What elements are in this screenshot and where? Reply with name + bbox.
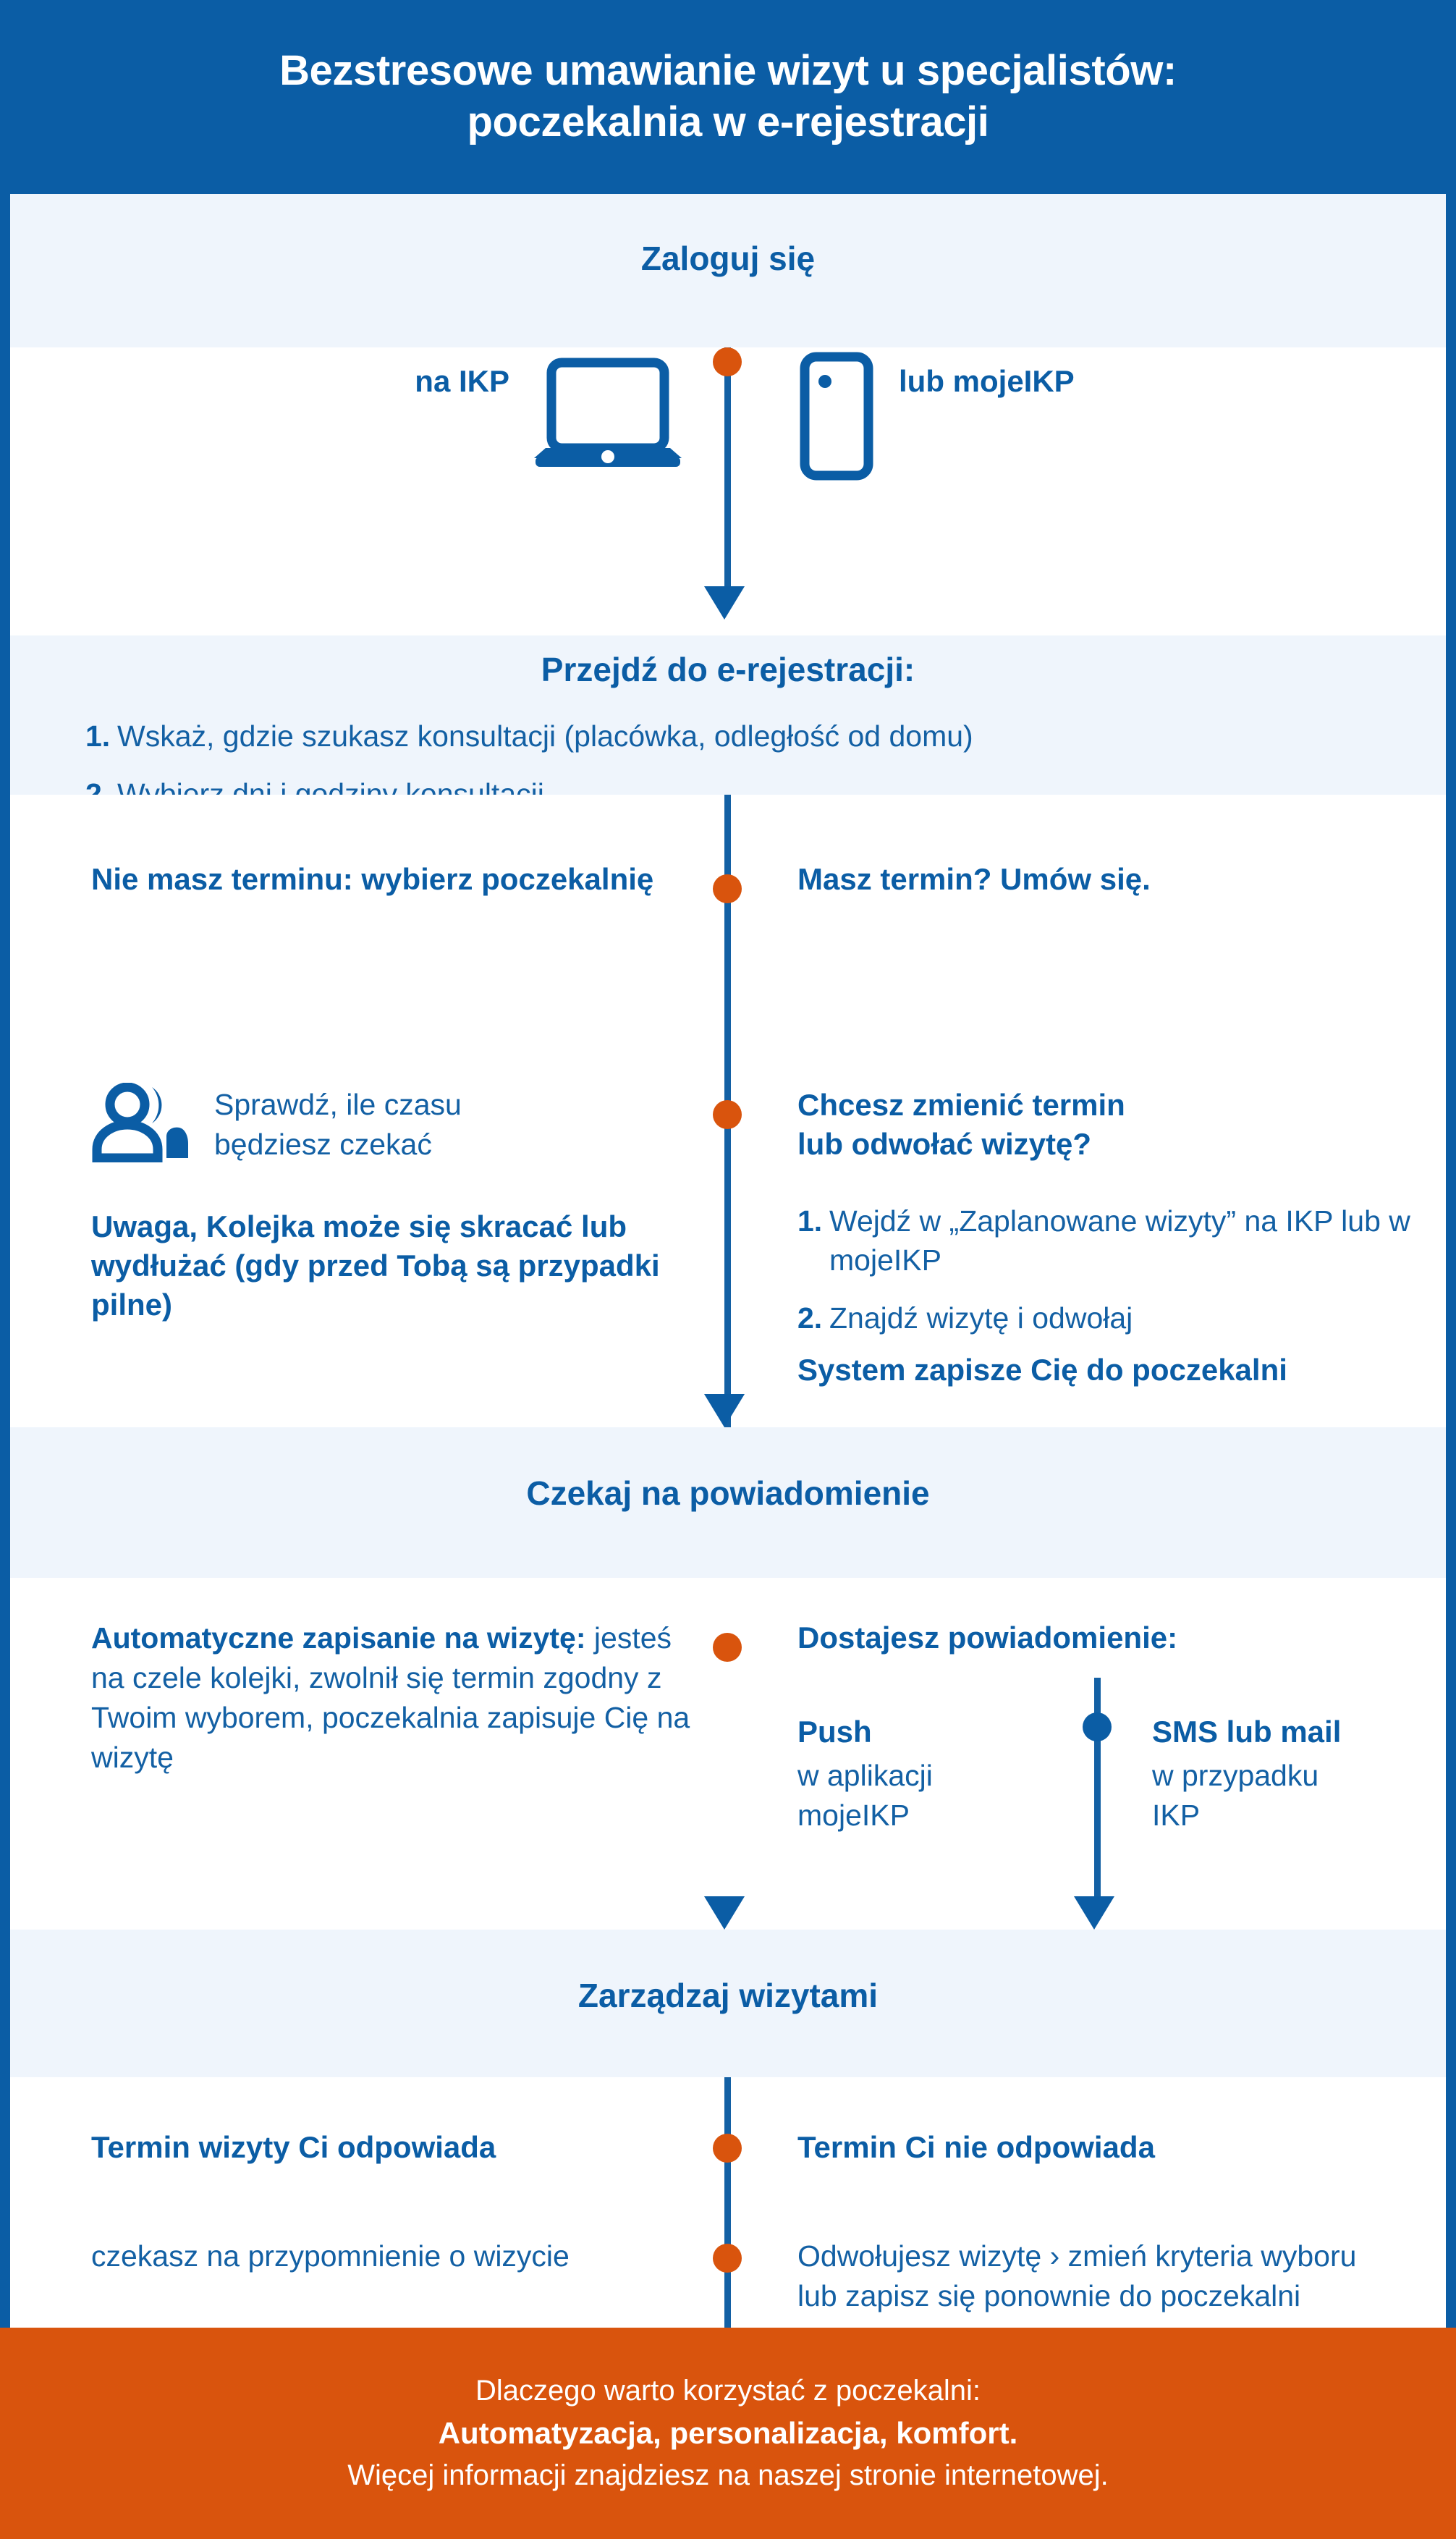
channel-push-detail-2: mojeIKP bbox=[797, 1798, 910, 1832]
section-login-title: Zaloguj się bbox=[640, 240, 816, 277]
smartphone-icon bbox=[797, 351, 877, 485]
auto-booking-lead: Automatyczne zapisanie na wizytę: bbox=[91, 1621, 586, 1655]
connector-line bbox=[724, 2077, 731, 2328]
channel-sms-detail-1: w przypadku bbox=[1152, 1758, 1319, 1792]
section-eregistration-title: Przejdź do e-rejestracji: bbox=[541, 651, 915, 688]
connector-branch-line bbox=[1094, 1678, 1101, 1896]
page-footer bbox=[0, 2328, 1456, 2539]
auto-booking-rest: jesteś na czele kolejki, zwolnił się termin zgodny z Twoim wyborem, poczekalnia zapisuje Cię na wizytę bbox=[91, 1621, 690, 1774]
connector-dot-orange bbox=[713, 2134, 742, 2163]
page-title-line-1: Bezstresowe umawianie wizyt u specjalistów: bbox=[279, 47, 1177, 95]
step-text: Wskaż, gdzie szukasz konsultacji (placówka, odległość od domu) bbox=[117, 719, 973, 753]
connector-dot-orange bbox=[713, 1100, 742, 1129]
channel-sms-detail-2: IKP bbox=[1152, 1798, 1201, 1832]
two-people-icon bbox=[91, 1083, 192, 1166]
change-appointment-steps bbox=[797, 1201, 1434, 1356]
manage-right-body: Odwołujesz wizytę › zmień kryteria wyboru lub zapisz się ponownie do poczekalni bbox=[797, 2239, 1357, 2312]
channel-sms-mail bbox=[1152, 1712, 1442, 1835]
section-manage-title: Zarządzaj wizytami bbox=[577, 1977, 879, 2014]
connector-line bbox=[724, 376, 731, 586]
channel-push bbox=[797, 1712, 1044, 1835]
connector-dot-orange bbox=[713, 874, 742, 903]
choice-left-heading: Nie masz terminu: wybierz poczekalnię bbox=[91, 862, 654, 896]
change-appointment-subheading-line-2: lub odwołać wizytę? bbox=[797, 1126, 1092, 1161]
change-appointment-subheading-line-1: Chcesz zmienić termin bbox=[797, 1088, 1125, 1122]
manage-left-body: czekasz na przypomnienie o wizycie bbox=[91, 2239, 570, 2273]
step-text: Znajdź wizytę i odwołaj bbox=[829, 1301, 1133, 1335]
queue-check-text bbox=[214, 1085, 462, 1165]
connector-dot-orange bbox=[713, 347, 742, 376]
list-item bbox=[797, 1201, 1434, 1280]
channel-push-detail-1: w aplikacji bbox=[797, 1758, 933, 1792]
connector-arrow bbox=[704, 1896, 745, 1930]
choice-right-heading: Masz termin? Umów się. bbox=[797, 862, 1151, 896]
list-item bbox=[85, 717, 1388, 756]
notification-right-heading: Dostajesz powiadomienie: bbox=[797, 1621, 1178, 1655]
connector-dot-orange bbox=[713, 1633, 742, 1662]
page-header bbox=[0, 0, 1456, 194]
step-text: Wejdź w „Zaplanowane wizyty” na IKP lub w mojeIKP bbox=[829, 1204, 1410, 1277]
footer-line-2: Automatyzacja, personalizacja, komfort. bbox=[438, 2416, 1018, 2451]
queue-warning-note: Uwaga, Kolejka może się skracać lub wydłużać (gdy przed Tobą są przypadki pilne) bbox=[91, 1209, 660, 1322]
manage-right-heading: Termin Ci nie odpowiada bbox=[797, 2130, 1155, 2164]
footer-line-3: Więcej informacji znajdziesz na naszej stronie internetowej. bbox=[347, 2459, 1109, 2491]
list-item bbox=[797, 1298, 1434, 1338]
auto-booking-text bbox=[91, 1618, 692, 1778]
channel-sms-name: SMS lub mail bbox=[1152, 1715, 1342, 1749]
manage-left-heading: Termin wizyty Ci odpowiada bbox=[91, 2130, 496, 2164]
infographic-body bbox=[0, 194, 1456, 2328]
connector-arrow bbox=[704, 586, 745, 620]
footer-line-1: Dlaczego warto korzystać z poczekalni: bbox=[475, 2375, 981, 2407]
connector-dot-blue bbox=[1083, 1712, 1112, 1741]
section-notification-title: Czekaj na powiadomienie bbox=[526, 1474, 930, 1512]
connector-arrow bbox=[704, 1394, 745, 1427]
queue-check-line-2: będziesz czekać bbox=[214, 1127, 432, 1161]
channel-push-name: Push bbox=[797, 1715, 872, 1749]
laptop-icon bbox=[528, 357, 687, 476]
step-number: 1. bbox=[797, 1204, 823, 1238]
system-saves-note: System zapisze Cię do poczekalni bbox=[797, 1353, 1287, 1387]
page-title bbox=[279, 46, 1177, 148]
page-title-line-2: poczekalnia w e-rejestracji bbox=[467, 98, 989, 145]
login-left-label: na IKP bbox=[415, 364, 509, 398]
change-appointment-subheading bbox=[797, 1086, 1420, 1164]
connector-arrow bbox=[1074, 1896, 1114, 1930]
connector-dot-orange bbox=[713, 2244, 742, 2273]
step-number: 1. bbox=[85, 719, 111, 753]
queue-check-line-1: Sprawdź, ile czasu bbox=[214, 1087, 462, 1121]
queue-check-row bbox=[91, 1083, 685, 1166]
login-right-label: lub mojeIKP bbox=[899, 364, 1075, 398]
step-number: 2. bbox=[797, 1301, 823, 1335]
